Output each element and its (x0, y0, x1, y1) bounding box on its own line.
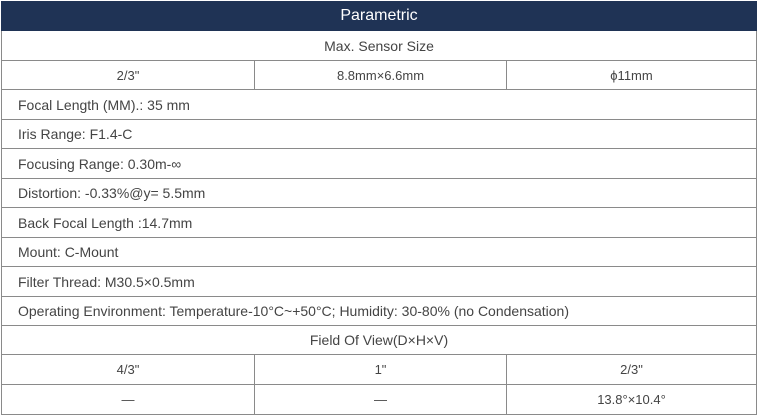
spec-back-focal-length: Back Focal Length :14.7mm (1, 208, 757, 238)
fov-size-cell: 2/3" (506, 355, 756, 384)
fov-heading: Field Of View(D×H×V) (1, 326, 757, 355)
fov-value-cell: 13.8°×10.4° (506, 385, 756, 414)
sensor-size-row (1, 61, 757, 90)
spec-focal-length: Focal Length (MM).: 35 mm (1, 90, 757, 120)
fov-value-row (1, 385, 757, 415)
sensor-size-heading: Max. Sensor Size (1, 31, 757, 61)
sensor-diameter-cell: ϕ11mm (506, 61, 756, 89)
sensor-dimensions-cell: 8.8mm×6.6mm (254, 61, 506, 89)
spec-mount: Mount: C-Mount (1, 238, 757, 267)
spec-iris-range: Iris Range: F1.4-C (1, 120, 757, 149)
fov-size-cell: 4/3" (116, 362, 140, 377)
fov-value-cell: — (254, 385, 506, 414)
fov-value-cell: — (121, 392, 135, 407)
spec-operating-environment: Operating Environment: Temperature-10°C~+50°C; Humidity: 30-80% (no Condensation) (1, 297, 757, 326)
spec-focusing-range: Focusing Range: 0.30m-∞ (1, 149, 757, 179)
sensor-format-cell: 2/3" (116, 67, 140, 83)
fov-size-cell: 1" (254, 355, 506, 384)
fov-size-row (1, 355, 757, 385)
spec-filter-thread: Filter Thread: M30.5×0.5mm (1, 267, 757, 297)
table-title: Parametric (1, 1, 757, 31)
spec-distortion: Distortion: -0.33%@y= 5.5mm (1, 179, 757, 208)
